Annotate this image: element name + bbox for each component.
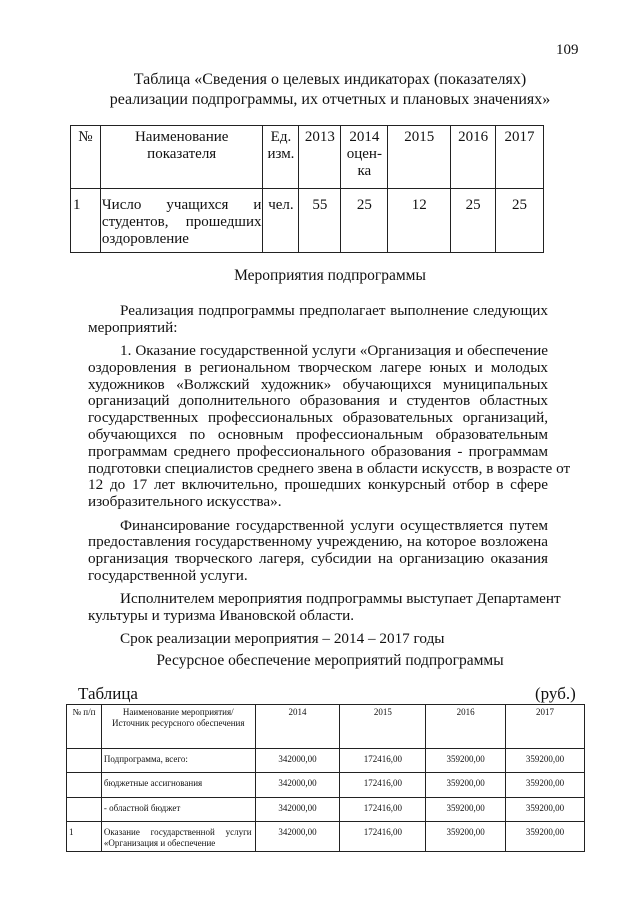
cell-num bbox=[67, 749, 102, 773]
paragraph bbox=[88, 590, 561, 625]
header-2017: 2017 bbox=[506, 705, 585, 749]
resource-table-unit: (руб.) bbox=[535, 684, 576, 703]
table-title-line-2: реализации подпрограммы, их отчетных и плановых значениях» bbox=[109, 91, 551, 108]
resource-title: Ресурсное обеспечение мероприятий подпрограммы bbox=[156, 652, 504, 669]
cell-v2015: 172416,00 bbox=[340, 798, 426, 822]
cell-2015: 12 bbox=[388, 189, 451, 253]
header-2014 bbox=[341, 126, 388, 189]
header-name-1: Наименование bbox=[134, 129, 229, 145]
paragraph-line: 1. Оказание государственной услуги «Организация и обеспечение bbox=[120, 342, 548, 360]
cell-name: Число учащихся и студентов, прошедших оздоровление bbox=[100, 189, 263, 253]
cell-v2017: 359200,00 bbox=[506, 798, 585, 822]
header-2016: 2016 bbox=[451, 126, 496, 189]
header-2015: 2015 bbox=[340, 705, 426, 749]
cell-v2014: 342000,00 bbox=[255, 773, 340, 798]
body-text bbox=[88, 302, 571, 655]
cell-2017: 25 bbox=[496, 189, 544, 253]
cell-v2015: 172416,00 bbox=[340, 822, 426, 852]
cell-2013: 55 bbox=[299, 189, 341, 253]
table-title-line-1: Таблица «Сведения о целевых индикаторах (показателях) bbox=[133, 71, 527, 88]
header-2014-1: 2014 bbox=[349, 129, 380, 145]
cell-v2017: 359200,00 bbox=[506, 773, 585, 798]
table-header-row bbox=[71, 126, 544, 189]
paragraph-line: государственной услуги. bbox=[88, 566, 248, 584]
paragraph-line: Исполнителем мероприятия подпрограммы выступает Департамент bbox=[120, 590, 561, 608]
resource-table-caption: Таблица bbox=[78, 684, 138, 703]
cell-unit: чел. bbox=[263, 189, 299, 253]
indicators-table bbox=[70, 125, 544, 253]
cell-name: Оказание государственной услуги «Организация и обеспечение bbox=[101, 822, 255, 852]
cell-2016: 25 bbox=[451, 189, 496, 253]
resource-table bbox=[66, 704, 585, 852]
header-num: № п/п bbox=[67, 705, 102, 749]
paragraph bbox=[88, 303, 548, 337]
header-name-2: показателя bbox=[147, 146, 217, 162]
cell-v2014: 342000,00 bbox=[255, 822, 340, 852]
paragraph-line: мероприятий: bbox=[88, 318, 178, 336]
header-2016: 2016 bbox=[426, 705, 506, 749]
paragraph-line: организаций дополнительного образования и студентов областных bbox=[88, 392, 548, 410]
paragraph-line: программам среднего профессионального образования - программам bbox=[88, 442, 548, 460]
cell-num bbox=[67, 798, 102, 822]
header-2013: 2013 bbox=[299, 126, 341, 189]
paragraph-line: художников «Волжский художник» обучающихся муниципальных bbox=[88, 375, 548, 393]
cell-name: Подпрограмма, всего: bbox=[101, 749, 255, 773]
paragraph-line: Срок реализации мероприятия – 2014 – 2017 годы bbox=[120, 630, 445, 648]
header-2014: 2014 bbox=[255, 705, 340, 749]
table-row bbox=[67, 822, 585, 852]
cell-v2016: 359200,00 bbox=[426, 773, 506, 798]
paragraph-line: предоставления государственному учреждению, на которое возложена bbox=[88, 533, 548, 551]
paragraph-line: изобразительного искусства». bbox=[88, 493, 282, 511]
cell-v2016: 359200,00 bbox=[426, 822, 506, 852]
paragraph-line: Реализация подпрограммы предполагает выполнение следующих bbox=[120, 302, 548, 319]
table-row bbox=[67, 749, 585, 773]
table-row bbox=[67, 773, 585, 798]
cell-num: 1 bbox=[71, 189, 101, 253]
cell-name: - областной бюджет bbox=[101, 798, 255, 822]
header-unit-1: Ед. bbox=[270, 129, 292, 145]
paragraph-line: оздоровления в региональном творческом лагере юных и молодых bbox=[88, 358, 548, 376]
header-2017: 2017 bbox=[496, 126, 544, 189]
cell-name: бюджетные ассигнования bbox=[101, 773, 255, 798]
paragraph bbox=[88, 342, 571, 511]
paragraph bbox=[88, 518, 548, 585]
header-name bbox=[100, 126, 263, 189]
header-unit-2: изм. bbox=[267, 146, 295, 162]
paragraph-line: Финансирование государственной услуги осуществляется путем bbox=[120, 516, 548, 534]
cell-num: 1 bbox=[67, 822, 102, 852]
header-num: № bbox=[71, 126, 101, 189]
cell-v2015: 172416,00 bbox=[340, 773, 426, 798]
cell-2014: 25 bbox=[341, 189, 388, 253]
paragraph-line: подготовки специалистов среднего звена в области искусств, в возрасте от bbox=[88, 459, 571, 477]
cell-v2014: 342000,00 bbox=[255, 798, 340, 822]
paragraph bbox=[88, 631, 548, 648]
cell-num bbox=[67, 773, 102, 798]
header-2014-3: ка bbox=[357, 163, 372, 179]
paragraph-line: государственных профессиональных образовательных организаций, bbox=[88, 409, 548, 427]
table-row bbox=[71, 189, 544, 253]
cell-v2014: 342000,00 bbox=[255, 749, 340, 773]
paragraph-line: обучающихся по основным профессиональным образовательным bbox=[88, 426, 548, 444]
cell-v2017: 359200,00 bbox=[506, 822, 585, 852]
paragraph-line: организация творческого лагеря, субсидии на организацию оказания bbox=[88, 550, 548, 568]
header-name: Наименование мероприятия/Источник ресурсного обеспечения bbox=[101, 705, 255, 749]
cell-v2017: 359200,00 bbox=[506, 749, 585, 773]
header-unit bbox=[263, 126, 299, 189]
table-header-row bbox=[67, 705, 585, 749]
header-2014-2: оцен- bbox=[346, 146, 382, 162]
section-title: Мероприятия подпрограммы bbox=[234, 267, 426, 284]
page-number: 109 bbox=[556, 42, 579, 58]
cell-v2016: 359200,00 bbox=[426, 798, 506, 822]
header-2015: 2015 bbox=[388, 126, 451, 189]
paragraph-line: 12 до 17 лет включительно, прошедших конкурсный отбор в сфере bbox=[88, 476, 548, 494]
cell-v2016: 359200,00 bbox=[426, 749, 506, 773]
paragraph-line: культуры и туризма Ивановской области. bbox=[88, 607, 355, 625]
cell-v2015: 172416,00 bbox=[340, 749, 426, 773]
table-row bbox=[67, 798, 585, 822]
